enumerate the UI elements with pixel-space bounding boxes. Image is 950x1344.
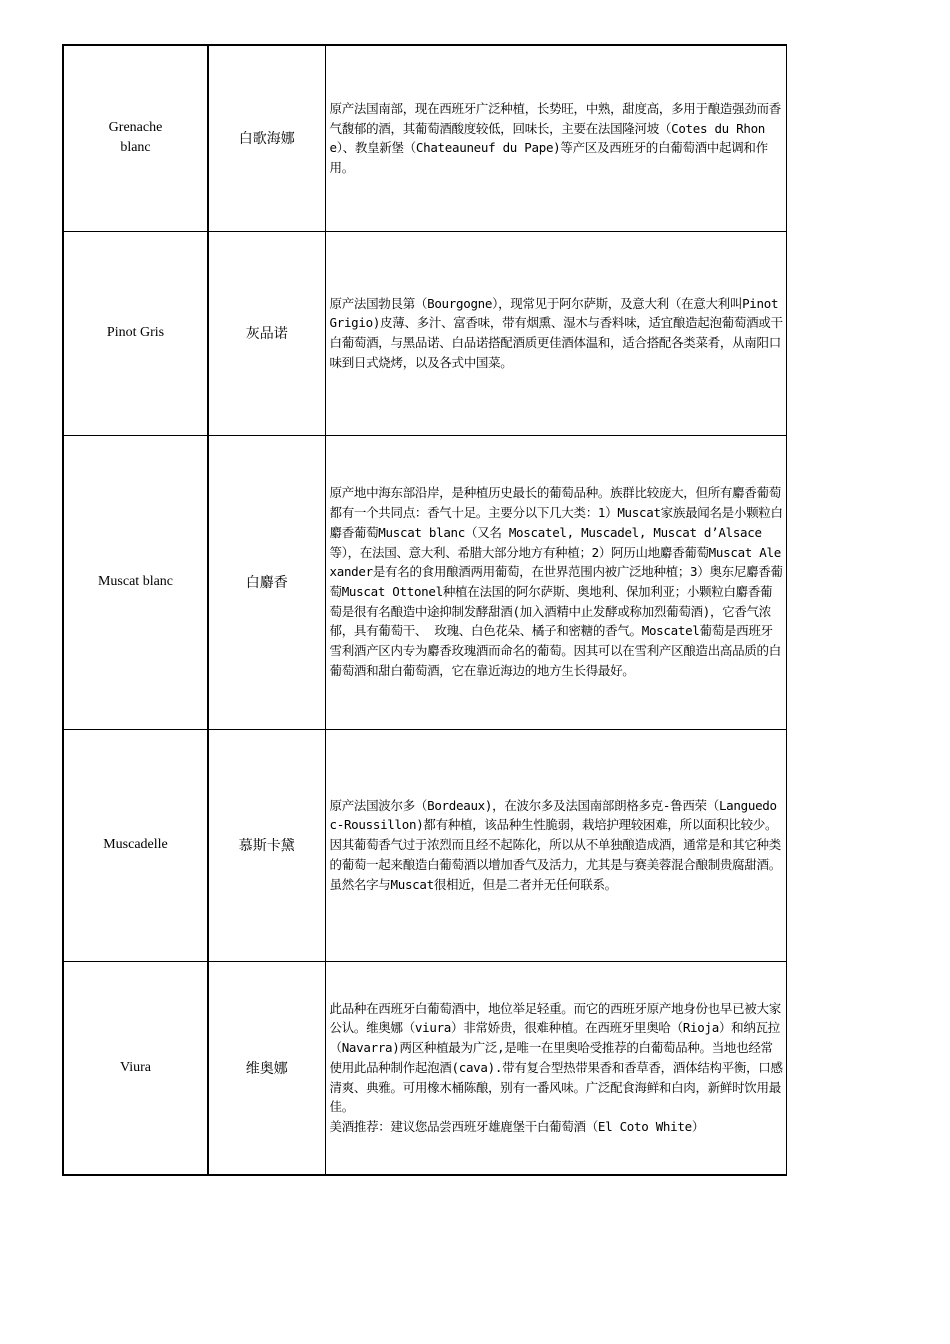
grape-description: 原产法国波尔多（Bordeaux)，在波尔多及法国南部朗格多克-鲁西荣（Languedoc-Roussillon)都有种植，该品种生性脆弱，栽培护理较困难，所以面积比较少。因其葡萄香气过于浓烈而且经不起陈化，所以从不单独酿造成酒，通常是和其它种类的葡萄一起来酿造白葡萄酒以增加香气及活力，尤其是与赛美蓉混合酿制贵腐甜酒。虽然名字与Muscat很相近，但是二者并无任何联系。 (329, 797, 781, 892)
grape-chinese-name: 白麝香 (245, 575, 288, 591)
grape-chinese-name: 灰品诺 (245, 326, 288, 342)
grape-english-name-cell (63, 231, 208, 435)
grape-chinese-name-cell (208, 729, 325, 961)
grape-english-name: Pinot Gris (106, 325, 165, 340)
grape-chinese-name-cell (208, 45, 325, 231)
grape-variety-table (62, 44, 787, 1176)
grape-description-cell (325, 729, 787, 961)
table-row (63, 961, 787, 1175)
table-row (63, 231, 787, 435)
table-row (63, 45, 787, 231)
grape-description-cell (325, 45, 787, 231)
grape-description: 原产地中海东部沿岸，是种植历史最长的葡萄品种。族群比较庞大，但所有麝香葡萄都有一个共同点：香气十足。主要分以下几大类：1）Muscat家族最闻名是小颗粒白麝香葡萄Muscat blanc（又名 Moscatel, Muscadel, Muscat d’Alsace等），在法国、意大利、希腊大部分地方有种植；2）阿历山地麝香葡萄Muscat Alexander是有名的食用酿酒两用葡萄，在世界范围内被广泛地种植；3）奥东尼麝香葡萄Muscat Ottonel种植在法国的阿尔萨斯、奥地利、保加利亚；小颗粒白麝香葡萄是很有名酿造中途抑制发酵甜酒(加入酒精中止发酵或称加烈葡萄酒)，它香气浓郁，具有葡萄干、 玫瑰、白色花朵、橘子和密糖的香气。Moscatel葡萄是西班牙雪利酒产区内专为麝香玫瑰酒而命名的葡萄。因其可以在雪利产区酿造出高品质的白葡萄酒和甜白葡萄酒，它在靠近海边的地方生长得最好。 (329, 485, 783, 678)
grape-english-name-cell (63, 729, 208, 961)
grape-english-name-cell (63, 961, 208, 1175)
grape-chinese-name: 白歌海娜 (238, 131, 295, 148)
grape-chinese-name: 维奥娜 (245, 1060, 288, 1077)
grape-chinese-name-cell (208, 961, 325, 1175)
grape-description: 原产法国南部，现在西班牙广泛种植，长势旺，中熟，甜度高，多用于酿造强劲而香气馥郁的酒，其葡萄酒酸度较低，回味长，主要在法国隆河坡（Cotes du Rhone）、教皇新堡（Chateauneuf du Pape)等产区及西班牙的白葡萄酒中起调和作用。 (329, 100, 781, 175)
grape-description: 原产法国勃艮第（Bourgogne），现常见于阿尔萨斯，及意大利（在意大利叫Pinot Grigio)皮薄、多汁、富香味，带有烟熏、湿木与香料味，适宜酿造起泡葡萄酒或干白葡萄酒，与黑品诺、白品诺搭配酒质更佳酒体温和，适合搭配各类菜肴，从南阳口味到日式烧烤，以及各式中国菜。 (329, 295, 786, 370)
grape-description-cell (325, 231, 787, 435)
grape-english-name: Grenache blanc (108, 120, 163, 156)
grape-chinese-name: 慕斯卡黛 (238, 838, 295, 854)
grape-description-cell (325, 435, 787, 729)
grape-english-name-cell (63, 435, 208, 729)
table-row (63, 729, 787, 961)
grape-chinese-name-cell (208, 231, 325, 435)
grape-description: 此品种在西班牙白葡萄酒中，地位举足轻重。而它的西班牙原产地身份也早已被大家公认。维奥娜（viura）非常娇贵，很难种植。在西班牙里奥哈（Rioja）和纳瓦拉（Navarra)两区种植最为广泛,是唯一在里奥哈受推荐的白葡萄品种。当地也经常使用此品种制作起泡酒(cava).带有复合型热带果香和香草香，酒体结构平衡，口感清爽、典雅。可用橡木桶陈酿，别有一番风味。广泛配食海鲜和白肉，新鲜时饮用最佳。 美酒推荐：建议您品尝西班牙雄鹿堡干白葡萄酒（El Coto White） (329, 1000, 783, 1134)
grape-english-name: Muscadelle (103, 837, 168, 852)
grape-description-cell (325, 961, 787, 1175)
grape-english-name-cell (63, 45, 208, 231)
grape-english-name: Viura (119, 1059, 152, 1075)
grape-chinese-name-cell (208, 435, 325, 729)
grape-english-name: Muscat blanc (97, 574, 174, 589)
table-row (63, 435, 787, 729)
